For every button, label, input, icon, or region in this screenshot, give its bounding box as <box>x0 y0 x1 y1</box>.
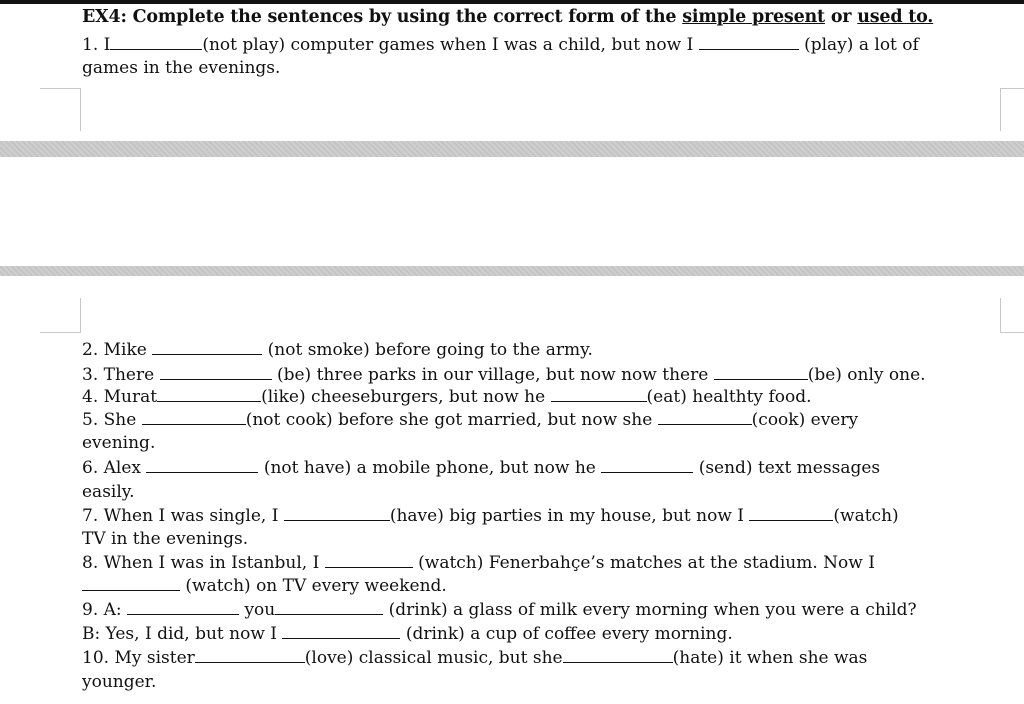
answer-blank[interactable] <box>563 648 673 663</box>
sentence-3 <box>82 364 926 386</box>
sentence-6-line-2: easily. <box>82 482 135 502</box>
sentence-7-line-2: TV in the evenings. <box>82 529 249 549</box>
answer-blank[interactable] <box>699 35 799 50</box>
sentence-text: (watch) Fenerbahçe’s matches at the stadium. Now I <box>418 553 875 573</box>
sentence-text: (not play) computer games when I was a child, but now I <box>202 35 694 55</box>
sentence-number: 4. Murat <box>82 387 158 407</box>
sentence-text: (cook) every <box>751 410 859 430</box>
answer-blank[interactable] <box>284 506 390 521</box>
answer-blank[interactable] <box>82 576 180 591</box>
answer-blank[interactable] <box>551 387 647 402</box>
sentence-1-line-2: games in the evenings. <box>82 58 281 78</box>
sentence-8-line-1 <box>82 552 875 574</box>
title-text-or: or <box>824 7 858 27</box>
sentence-text: (not have) a mobile phone, but now he <box>263 458 596 478</box>
title-term-used-to: used to. <box>857 7 934 27</box>
sentence-text: (hate) it when she was <box>672 648 868 668</box>
sentence-text: (have) big parties in my house, but now I <box>389 506 744 526</box>
sentence-number: 7. When I was single, I <box>82 506 279 526</box>
answer-blank[interactable] <box>142 410 246 425</box>
sentence-text: (watch) on TV every weekend. <box>185 576 447 596</box>
sentence-9-line-2 <box>82 623 733 645</box>
answer-blank[interactable] <box>275 600 383 615</box>
sentence-text: you <box>244 600 276 620</box>
sentence-6-line-1 <box>82 457 880 479</box>
answer-blank[interactable] <box>110 35 202 50</box>
sentence-5-line-2: evening. <box>82 433 156 453</box>
sentence-number: 8. When I was in Istanbul, I <box>82 553 320 573</box>
answer-blank[interactable] <box>325 553 413 568</box>
sentence-text: (be) only one. <box>807 365 926 385</box>
answer-blank[interactable] <box>160 365 272 380</box>
sentence-text: B: Yes, I did, but now I <box>82 624 278 644</box>
sentence-number: 1. I <box>82 35 111 55</box>
answer-blank[interactable] <box>749 506 833 521</box>
title-text: EX4: Complete the sentences by using the correct form of the <box>82 7 683 27</box>
sentence-8-line-2 <box>82 575 447 597</box>
exercise-title <box>82 7 933 27</box>
answer-blank[interactable] <box>146 458 258 473</box>
sentence-text: (be) three parks in our village, but now now there <box>276 365 709 385</box>
sentence-number: 9. A: <box>82 600 122 620</box>
sentence-10-line-2: younger. <box>82 672 157 692</box>
page-gap-band-lower <box>0 266 1024 276</box>
sentence-text: (send) text messages <box>698 458 881 478</box>
title-term-simple-present: simple present <box>682 7 825 27</box>
sentence-text: (drink) a glass of milk every morning when you were a child? <box>388 600 917 620</box>
sentence-4 <box>82 386 812 408</box>
sentence-text: (not cook) before she got married, but now she <box>245 410 653 430</box>
margin-corner-mark <box>1000 298 1024 333</box>
margin-corner-mark <box>40 88 81 131</box>
sentence-9-line-1 <box>82 599 917 621</box>
sentence-5-line-1 <box>82 409 858 431</box>
sentence-number: 2. Mike <box>82 340 147 360</box>
page-gap-band <box>0 141 1024 157</box>
sentence-number: 6. Alex <box>82 458 141 478</box>
sentence-text: (not smoke) before going to the army. <box>267 340 593 360</box>
answer-blank[interactable] <box>601 458 693 473</box>
sentence-number: 10. My sister <box>82 648 195 668</box>
sentence-number: 5. She <box>82 410 137 430</box>
sentence-text: (watch) <box>833 506 899 526</box>
answer-blank[interactable] <box>714 365 808 380</box>
margin-corner-mark <box>40 298 81 333</box>
sentence-2 <box>82 339 593 361</box>
answer-blank[interactable] <box>157 387 261 402</box>
sentence-text: (love) classical music, but she <box>304 648 563 668</box>
sentence-text: (drink) a cup of coffee every morning. <box>405 624 733 644</box>
sentence-text: (like) cheeseburgers, but now he <box>261 387 546 407</box>
answer-blank[interactable] <box>282 624 400 639</box>
sentence-10-line-1 <box>82 647 867 669</box>
sentence-text: (eat) healthty food. <box>646 387 812 407</box>
sentence-7-line-1 <box>82 505 899 527</box>
margin-corner-mark <box>1000 88 1024 131</box>
answer-blank[interactable] <box>152 340 262 355</box>
answer-blank[interactable] <box>195 648 305 663</box>
answer-blank[interactable] <box>658 410 752 425</box>
sentence-1-line-1 <box>82 34 919 56</box>
sentence-text: (play) a lot of <box>804 35 919 55</box>
answer-blank[interactable] <box>127 600 239 615</box>
sentence-number: 3. There <box>82 365 155 385</box>
